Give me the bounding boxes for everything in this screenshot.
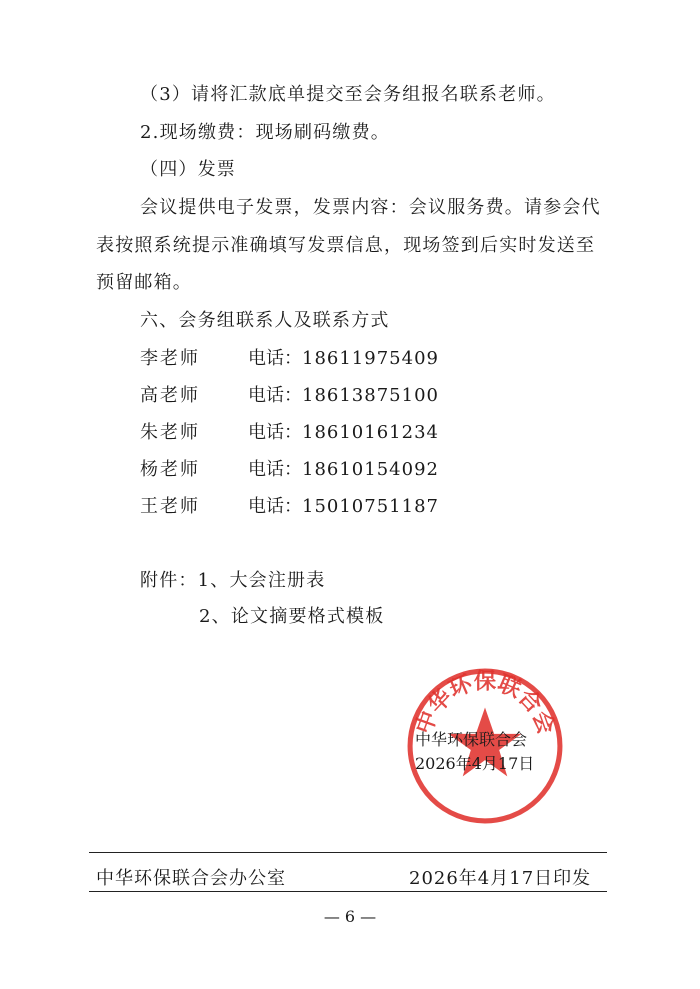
section-heading-invoice: （四）发票 [140, 159, 236, 180]
body-line-invoice-2: 表按照系统提示准确填写发票信息，现场签到后实时发送至 [96, 235, 596, 256]
body-line-payment-step-3: （3）请将汇款底单提交至会务组报名联系老师。 [140, 84, 556, 105]
phone-label: 电话： [248, 348, 302, 369]
contact-row [140, 381, 439, 407]
contact-row [140, 344, 439, 370]
contact-row [140, 418, 439, 444]
contact-phone: 15010751187 [302, 496, 439, 517]
body-line-invoice-1: 会议提供电子发票，发票内容：会议服务费。请参会代 [140, 197, 601, 218]
contact-name: 杨老师 [140, 459, 200, 480]
contact-phone: 18610154092 [302, 459, 439, 480]
page-number: — 6 — [323, 907, 377, 926]
contact-phone: 18611975409 [302, 348, 439, 369]
body-line-onsite-payment: 2.现场缴费：现场刷码缴费。 [140, 122, 390, 143]
footer-rule-top [89, 852, 607, 853]
contact-name: 王老师 [140, 496, 200, 517]
contact-name: 李老师 [140, 348, 200, 369]
contact-phone: 18613875100 [302, 385, 439, 406]
signature-date: 2026年4月17日 [415, 754, 535, 773]
contact-name: 高老师 [140, 385, 200, 406]
contact-name: 朱老师 [140, 422, 200, 443]
phone-label: 电话： [248, 385, 302, 406]
section-heading-contacts: 六、会务组联系人及联系方式 [140, 310, 390, 331]
footer-print-date: 2026年4月17日印发 [409, 868, 592, 889]
footer-issuing-office: 中华环保联合会办公室 [96, 868, 286, 889]
attachment-item: 1、大会注册表 [197, 570, 326, 591]
signature-org: 中华环保联合会 [415, 730, 528, 749]
seal-text: 中华环保联合会 [410, 668, 560, 738]
footer-rule-bottom [89, 891, 607, 892]
phone-label: 电话： [248, 496, 302, 517]
phone-label: 电话： [248, 459, 302, 480]
attachments-label: 附件： [140, 570, 198, 591]
signature-block [415, 728, 534, 776]
attachment-item: 2、论文摘要格式模板 [199, 606, 385, 627]
attachments-line [140, 566, 325, 592]
contact-phone: 18610161234 [302, 422, 439, 443]
body-line-invoice-3: 预留邮箱。 [96, 272, 192, 293]
contact-row [140, 492, 439, 518]
phone-label: 电话： [248, 422, 302, 443]
contact-row [140, 455, 439, 481]
